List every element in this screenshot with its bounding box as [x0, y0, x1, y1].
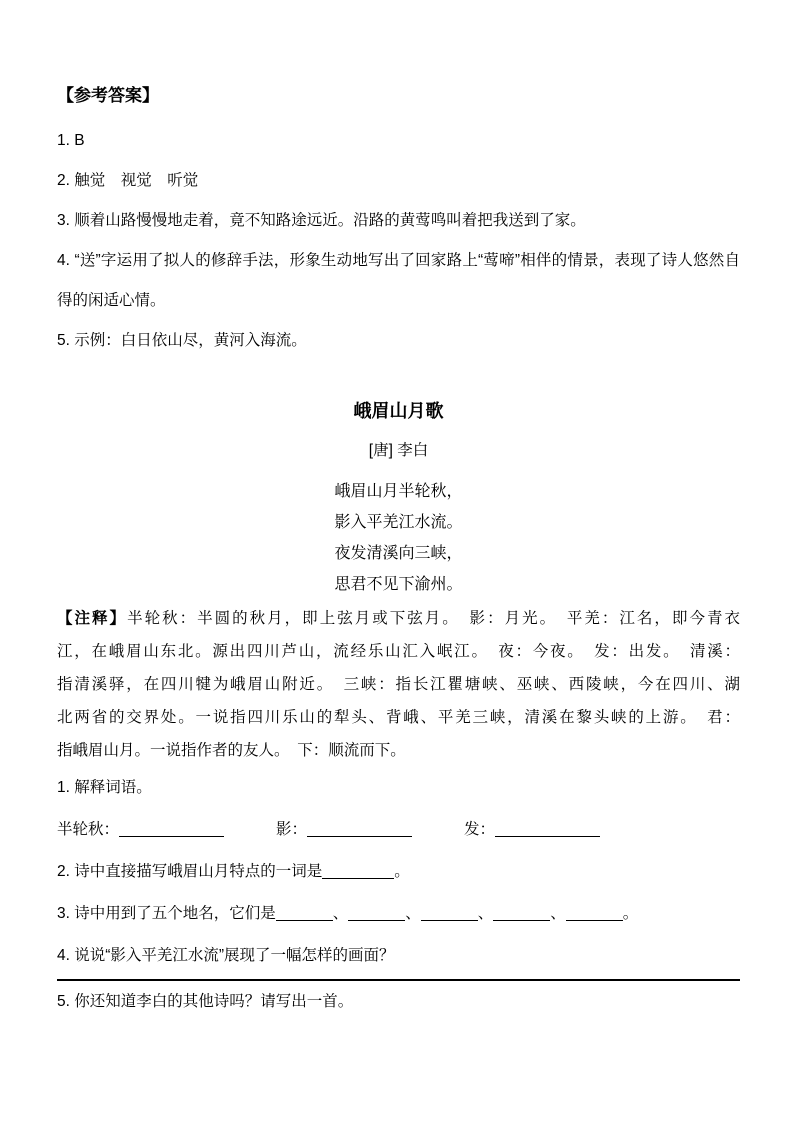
answer-key-heading: 【参考答案】 — [57, 86, 159, 105]
separator: 、 — [550, 905, 566, 922]
blank-label: 半轮秋： — [57, 821, 120, 838]
blank-line — [322, 863, 394, 880]
questions-section — [57, 767, 740, 1023]
answer-item: 4. “送”字运用了拟人的修辞手法，形象生动地写出了回家路上“莺啼”相伴的情景，表现了诗人悠然自得的闲适心情。 — [57, 252, 740, 309]
question-1-blanks — [57, 809, 740, 851]
question-3-text: 3. 诗中用到了五个地名，它们是 — [57, 905, 276, 922]
notes-line: 北两省的交界处。一说指四川乐山的犁头、背峨、平羌三峡，清溪在黎头峡的上游。 君： — [57, 709, 740, 726]
blank-line — [119, 821, 224, 838]
notes-text: 半轮秋：半圆的秋月，即上弦月或下弦月。 影：月光。 平羌：江名，即今青衣 — [127, 610, 740, 627]
poem-body — [57, 476, 740, 600]
question-4: 4. 说说“影入平羌江水流”展现了一幅怎样的画面？ — [57, 947, 395, 964]
notes-line — [57, 602, 740, 635]
poem-line: 思君不见下渝州。 — [334, 576, 463, 593]
notes-section — [57, 602, 740, 767]
separator: 、 — [477, 905, 494, 922]
separator: 、 — [405, 905, 421, 922]
question-2-suffix: 。 — [394, 863, 410, 880]
poem-line: 影入平羌江水流。 — [334, 514, 463, 531]
blank-label: 发： — [464, 821, 496, 838]
notes-line: 指清溪驿，在四川犍为峨眉山附近。 三峡：指长江瞿塘峡、巫峡、西陵峡，今在四川、湖 — [57, 676, 740, 693]
question-2-text: 2. 诗中直接描写峨眉山月特点的一词是 — [57, 863, 323, 880]
notes-label: 【注释】 — [57, 610, 128, 627]
blank-line — [307, 821, 412, 838]
separator: 、 — [332, 905, 349, 922]
poem-title: 峨眉山月歌 — [353, 401, 444, 421]
poem-line: 峨眉山月半轮秋， — [334, 483, 463, 500]
blank-group — [276, 821, 412, 838]
blank-label: 影： — [276, 821, 308, 838]
blank-line — [493, 905, 550, 922]
blank-line — [421, 905, 478, 922]
separator: 。 — [622, 905, 639, 922]
question-2 — [57, 851, 740, 893]
answer-item: 5. 示例：白日依山尽，黄河入海流。 — [57, 332, 307, 349]
poem-section — [57, 398, 740, 600]
blank-line — [348, 905, 405, 922]
blank-line — [276, 905, 333, 922]
answer-item: 1. B — [57, 132, 85, 149]
answer-item: 3. 顺着山路慢慢地走着，竟不知路途远近。沿路的黄莺鸣叫着把我送到了家。 — [57, 212, 586, 229]
blank-line — [495, 821, 600, 838]
notes-line: 江，在峨眉山东北。源出四川芦山，流经乐山汇入岷江。 夜：今夜。 发：出发。 清溪： — [57, 643, 740, 660]
question-1: 1. 解释词语。 — [57, 779, 152, 796]
answer-key-section — [57, 85, 740, 361]
question-3 — [57, 893, 740, 935]
question-5: 5. 你还知道李白的其他诗吗？请写出一首。 — [57, 993, 354, 1010]
blank-group — [464, 821, 600, 838]
blank-line — [566, 905, 623, 922]
answer-item: 2. 触觉 视觉 听觉 — [57, 172, 199, 189]
notes-line: 指峨眉山月。一说指作者的友人。 下：顺流而下。 — [57, 742, 406, 759]
poem-line: 夜发清溪向三峡， — [334, 545, 463, 562]
poem-author: [唐] 李白 — [368, 442, 429, 459]
blank-group — [57, 821, 224, 838]
